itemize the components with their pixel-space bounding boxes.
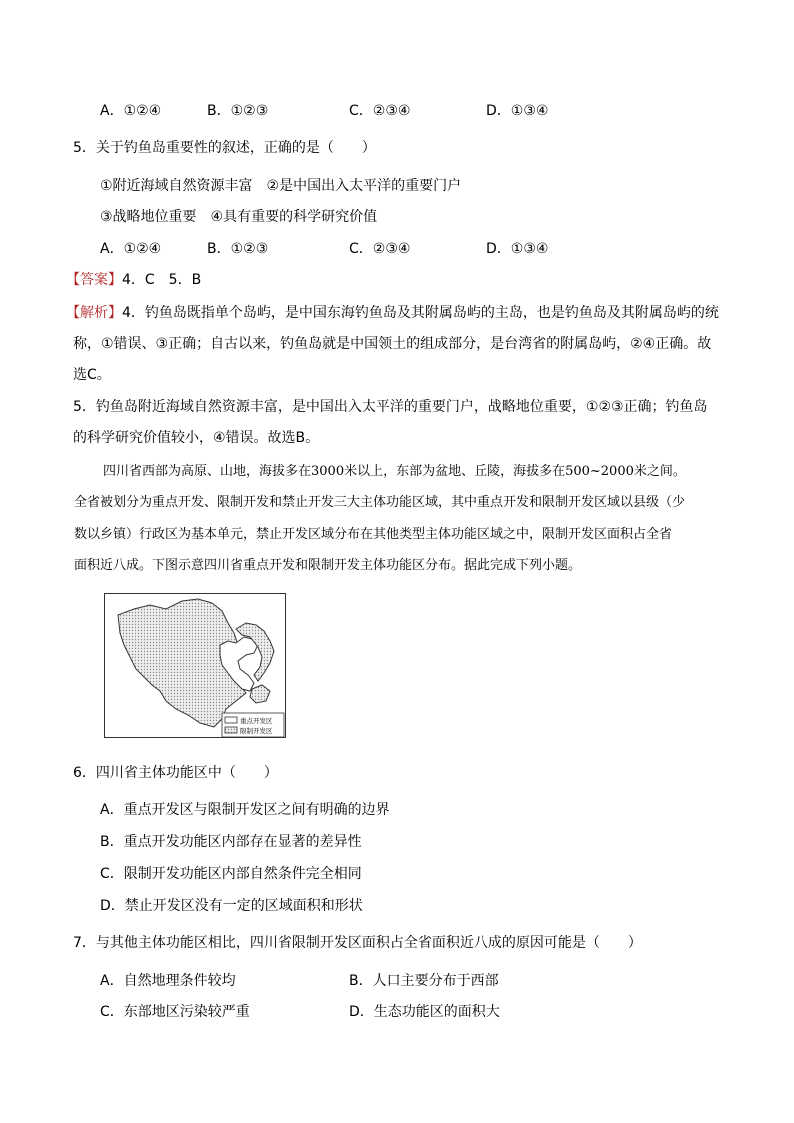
sichuan-map-figure bbox=[104, 593, 286, 738]
legend-restricted-label: 限制开发区 bbox=[240, 727, 273, 735]
q6-stem: 6．四川省主体功能区中（ ） bbox=[73, 765, 278, 781]
q5-items-line1: ①附近海域自然资源丰富 ②是中国出入太平洋的重要门户 bbox=[100, 178, 462, 194]
analysis-line-1: 【解析】4．钓鱼岛既指单个岛屿，是中国东海钓鱼岛及其附属岛屿的主岛，也是钓鱼岛及其附属岛屿的统 bbox=[66, 305, 719, 321]
q7-option-c: C．东部地区污染较严重 bbox=[100, 1004, 250, 1020]
q5-option-c: C．②③④ bbox=[349, 241, 411, 257]
passage-line-1: 四川省西部为高原、山地，海拔多在3000米以上，东部为盆地、丘陵，海拔多在500~2000米之间。 bbox=[103, 464, 686, 479]
q7-option-b: B．人口主要分布于西部 bbox=[349, 973, 499, 989]
q4-option-a: A．①②④ bbox=[100, 103, 162, 119]
q4-option-c: C．②③④ bbox=[349, 103, 411, 119]
q4-option-b: B．①②③ bbox=[207, 103, 269, 119]
q5-option-a: A．①②④ bbox=[100, 241, 162, 257]
q6-option-b: B．重点开发功能区内部存在显著的差异性 bbox=[100, 834, 362, 850]
answer-tag: 【答案】 bbox=[66, 272, 122, 288]
q7-option-d: D．生态功能区的面积大 bbox=[349, 1004, 500, 1020]
analysis-line-4: 5．钓鱼岛附近海域自然资源丰富，是中国出入太平洋的重要门户，战略地位重要，①②③正确；钓鱼岛 bbox=[73, 399, 708, 415]
answer-text: 4．C 5．B bbox=[122, 272, 202, 288]
analysis-line-5: 的科学研究价值较小，④错误。故选B。 bbox=[73, 430, 320, 446]
q7-option-a: A．自然地理条件较均 bbox=[100, 973, 236, 989]
answer-line bbox=[66, 270, 201, 290]
analysis-tag: 【解析】 bbox=[66, 305, 122, 321]
q6-option-c: C．限制开发功能区内部自然条件完全相同 bbox=[100, 866, 362, 882]
q5-items-line2: ③战略地位重要 ④具有重要的科学研究价值 bbox=[100, 209, 378, 225]
q5-option-d: D．①③④ bbox=[486, 241, 549, 257]
analysis-line-2: 称，①错误、③正确；自古以来，钓鱼岛就是中国领土的组成部分，是台湾省的附属岛屿，②④正确。故 bbox=[73, 336, 712, 352]
q6-option-a: A．重点开发区与限制开发区之间有明确的边界 bbox=[100, 802, 390, 818]
q6-option-d: D．禁止开发区没有一定的区域面积和形状 bbox=[100, 898, 363, 914]
passage-line-3: 数以乡镇）行政区为基本单元，禁止开发区域分布在其他类型主体功能区域之中，限制开发区面积占全省 bbox=[74, 527, 673, 542]
q4-option-d: D．①③④ bbox=[486, 103, 549, 119]
legend-key-swatch bbox=[225, 717, 237, 723]
passage-line-2: 全省被划分为重点开发、限制开发和禁止开发三大主体功能区域，其中重点开发和限制开发区域以县级（少 bbox=[74, 495, 686, 510]
q5-option-b: B．①②③ bbox=[207, 241, 269, 257]
q7-stem: 7．与其他主体功能区相比，四川省限制开发区面积占全省面积近八成的原因可能是（ ） bbox=[73, 935, 642, 951]
passage-line-4: 面积近八成。下图示意四川省重点开发和限制开发主体功能区分布。据此完成下列小题。 bbox=[74, 558, 582, 573]
analysis-line-3: 选C。 bbox=[73, 367, 111, 383]
q5-stem: 5．关于钓鱼岛重要性的叙述，正确的是（ ） bbox=[73, 140, 376, 156]
legend-key-label: 重点开发区 bbox=[240, 717, 273, 725]
sichuan-map bbox=[104, 593, 286, 738]
legend-restricted-swatch bbox=[225, 727, 237, 733]
